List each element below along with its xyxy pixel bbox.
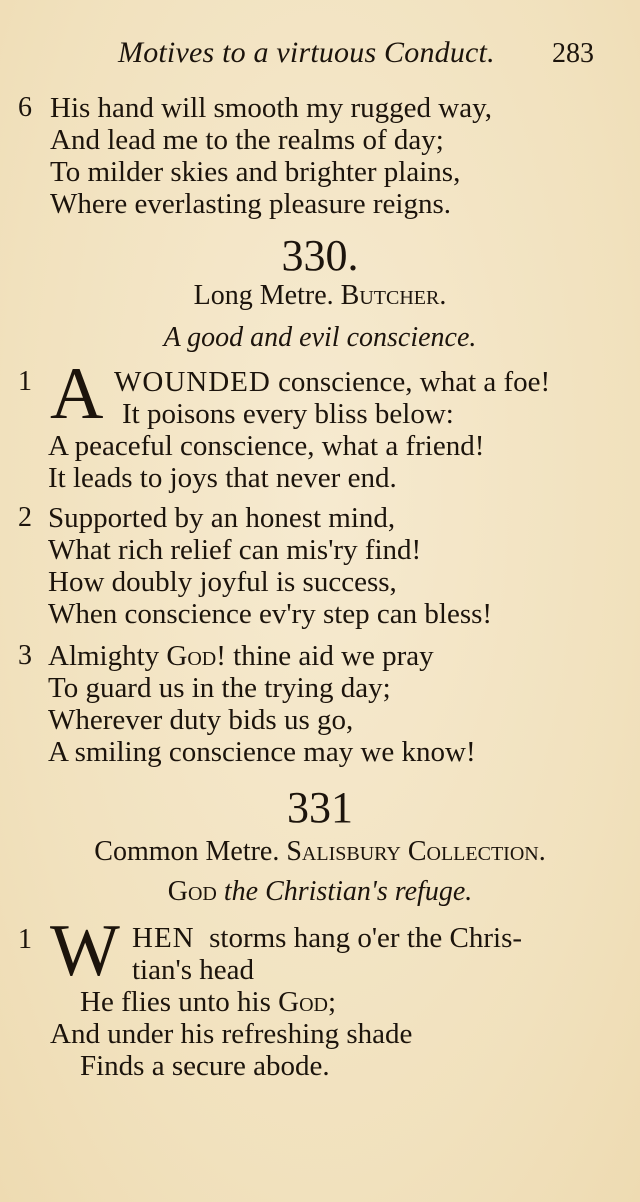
verse-line: Supported by an honest mind, [48, 502, 396, 534]
divine-name: God [166, 640, 217, 672]
line-rest: storms hang o'er the Chris- [209, 922, 523, 954]
verse-line [80, 986, 336, 1018]
line-text: ! thine aid we pray [216, 640, 434, 672]
verse-number: 1 [18, 366, 32, 397]
theme-text: the Christian's refuge. [223, 876, 473, 907]
verse-line: It leads to joys that never end. [48, 462, 397, 494]
verse-line [132, 922, 522, 954]
running-head [0, 36, 640, 76]
verse-line: What rich relief can mis'ry find! [48, 534, 422, 566]
first-word: WOUNDED [114, 366, 271, 398]
divine-name: God [167, 876, 217, 907]
verse-line: Finds a secure abode. [80, 1050, 330, 1082]
verse-number: 3 [18, 640, 32, 671]
verse-line: And lead me to the realms of day; [50, 124, 444, 156]
line-text: He flies unto his [80, 986, 271, 1018]
verse-line: Where everlasting pleasure reigns. [50, 188, 451, 220]
hymn-number: 330. [281, 231, 359, 280]
running-title: Motives to a virtuous Conduct. [118, 36, 495, 69]
hymn-metre-line [0, 280, 640, 312]
hymn-theme [0, 876, 640, 908]
verse-line: His hand will smooth my rugged way, [50, 92, 492, 124]
line-text: ; [328, 986, 337, 1018]
verse-line [114, 366, 550, 398]
divine-name: God [278, 986, 328, 1018]
hymn-theme: A good and evil conscience. [163, 322, 477, 353]
verse-line: And under his refreshing shade [50, 1018, 413, 1050]
verse-line: A peaceful conscience, what a friend! [48, 430, 485, 462]
verse-line: How doubly joyful is success, [48, 566, 397, 598]
verse-line: Wherever duty bids us go, [48, 704, 354, 736]
line-text: Almighty [48, 640, 160, 672]
verse-line: To milder skies and brighter plains, [50, 156, 461, 188]
tune-name: Butcher. [340, 280, 447, 311]
verse-number: 2 [18, 502, 32, 533]
metre: Long Metre. [193, 280, 334, 311]
verse-line: It poisons every bliss below: [122, 398, 454, 430]
drop-cap: W [50, 910, 120, 992]
hymn-number: 331 [287, 783, 353, 832]
verse-number: 6 [18, 92, 32, 123]
verse-number: 1 [18, 924, 32, 955]
verse-line: To guard us in the trying day; [48, 672, 391, 704]
verse-line: tian's head [132, 954, 254, 986]
hymn-metre-line [0, 836, 640, 868]
page-number: 283 [552, 38, 594, 69]
collection-name: Salisbury Collection. [286, 836, 546, 867]
metre: Common Metre. [94, 836, 280, 867]
first-word: HEN [132, 922, 195, 954]
line-rest: conscience, what a foe! [278, 366, 551, 398]
verse-line: A smiling conscience may we know! [48, 736, 476, 768]
verse-line [48, 640, 434, 672]
drop-cap: A [50, 353, 104, 435]
verse-line: When conscience ev'ry step can bless! [48, 598, 493, 630]
